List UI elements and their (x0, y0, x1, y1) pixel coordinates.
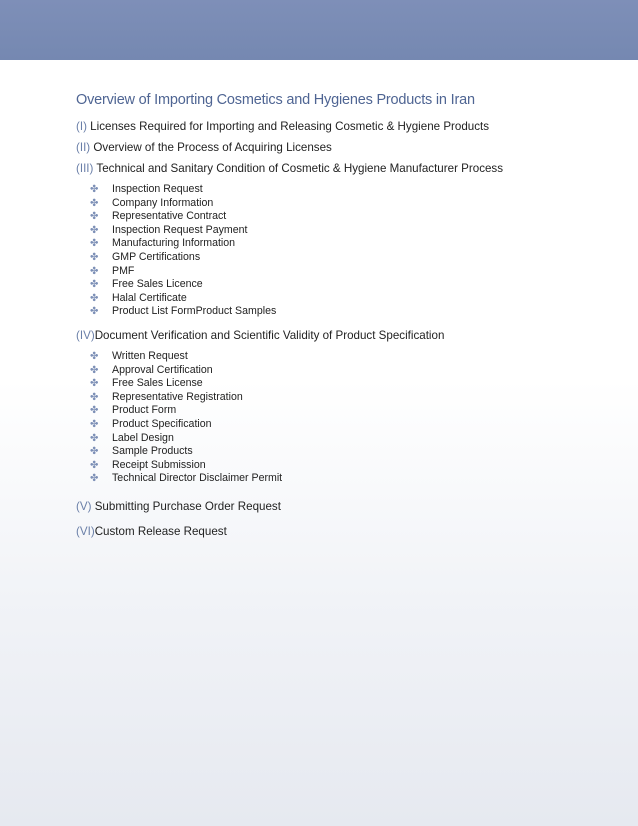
list-item: ✤ Free Sales Licence (90, 278, 203, 291)
bullet-icon: ✤ (90, 211, 99, 223)
list-item: ✤ Receipt Submission (90, 458, 206, 471)
list-item: ✤ Free Sales License (90, 377, 203, 390)
section-heading: (IV)Document Verification and Scientific Validity of Product Specification (76, 328, 445, 342)
list-item: ✤ Product Specification (90, 417, 212, 430)
list-item: ✤ Technical Director Disclaimer Permit (90, 472, 283, 485)
bullet-icon: ✤ (90, 405, 99, 417)
list-item: ✤ Approval Certification (90, 363, 213, 376)
list-item: ✤ Written Request (90, 349, 188, 362)
bullet-icon: ✤ (90, 279, 99, 291)
list-item: ✤ GMP Certifications (90, 250, 201, 263)
sub-list (90, 350, 616, 486)
section-heading: (VI)Custom Release Request (76, 524, 227, 538)
bullet-icon: ✤ (90, 251, 99, 263)
section-heading: (V) Submitting Purchase Order Request (76, 499, 281, 513)
list-item: ✤ PMF (90, 264, 135, 277)
list-item: ✤ Representative Contract (90, 210, 227, 223)
list-item: ✤ Sample Products (90, 445, 193, 458)
list-item: ✤ Product List FormProduct Samples (90, 305, 277, 318)
list-item: ✤ Representative Registration (90, 390, 243, 403)
document-title: Overview of Importing Cosmetics and Hygienes Products in Iran (76, 92, 475, 108)
section-heading: (II) Overview of the Process of Acquiring Licenses (76, 141, 332, 154)
bullet-icon: ✤ (90, 238, 99, 250)
list-item: ✤ Manufacturing Information (90, 237, 236, 250)
bullet-icon: ✤ (90, 350, 99, 362)
list-item: ✤ Halal Certificate (90, 291, 187, 304)
bullet-icon: ✤ (90, 432, 99, 444)
bullet-icon: ✤ (90, 418, 99, 430)
section-heading: (I) Licenses Required for Importing and Releasing Cosmetic & Hygiene Products (76, 120, 490, 133)
bullet-icon: ✤ (90, 184, 99, 195)
list-item: ✤ Label Design (90, 431, 174, 444)
bullet-icon: ✤ (90, 378, 99, 390)
list-item: ✤ Product Form (90, 404, 177, 417)
bullet-icon: ✤ (90, 364, 99, 376)
header-band (0, 0, 638, 60)
list-item: ✤ Inspection Request Payment (90, 223, 248, 236)
bullet-icon: ✤ (90, 473, 99, 485)
sub-list (90, 183, 616, 319)
bullet-icon: ✤ (90, 265, 99, 277)
document-body (76, 92, 616, 546)
bullet-icon: ✤ (90, 306, 99, 318)
list-item: ✤ Inspection Request (90, 183, 203, 195)
bullet-icon: ✤ (90, 459, 99, 471)
section-heading: (III) Technical and Sanitary Condition of Cosmetic & Hygiene Manufacturer Process (76, 162, 504, 175)
list-item: ✤ Company Information (90, 196, 214, 209)
bullet-icon: ✤ (90, 292, 99, 304)
bullet-icon: ✤ (90, 391, 99, 403)
bullet-icon: ✤ (90, 446, 99, 458)
bullet-icon: ✤ (90, 224, 99, 236)
bullet-icon: ✤ (90, 197, 99, 209)
